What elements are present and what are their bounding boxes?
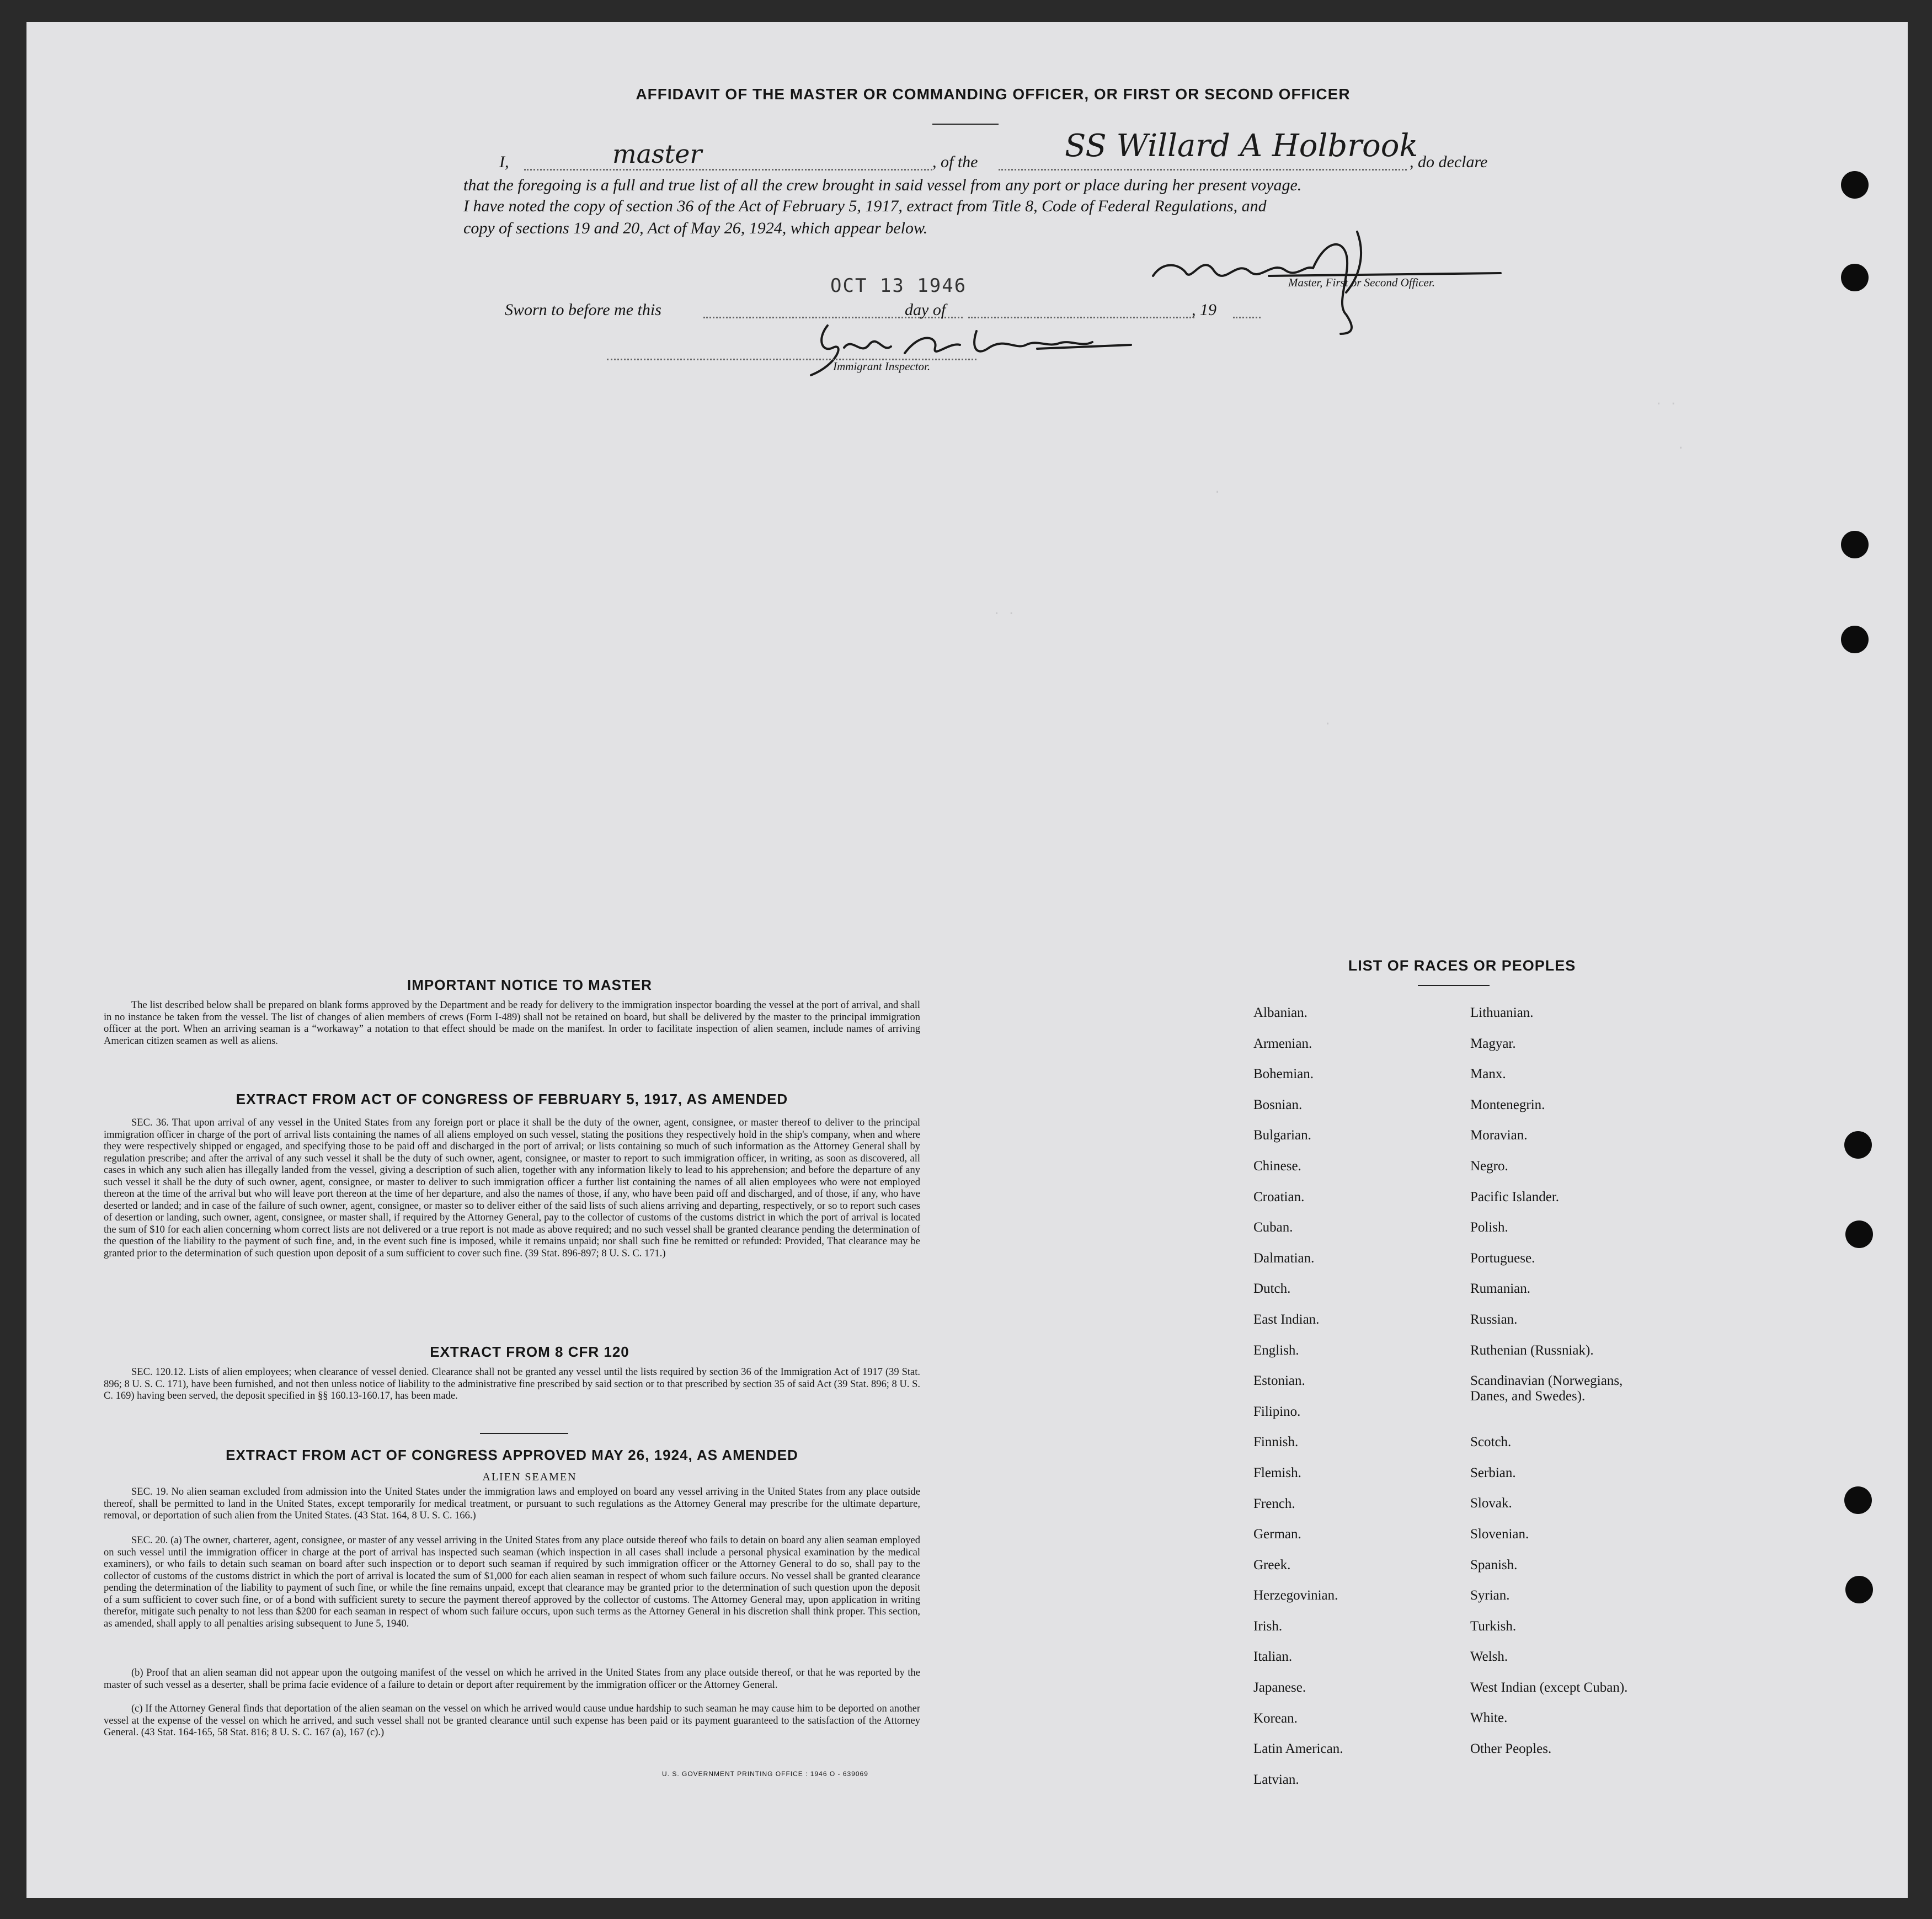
race-item: Croatian.: [1253, 1189, 1305, 1204]
race-item: Bohemian.: [1253, 1067, 1314, 1082]
document-content: · · · · · · · AFFIDAVIT OF THE MASTER OR COMMANDING OFFICER, OR FIRST OR SECOND OFFICER I, master , of the SS Willard A Holbrook , do declare that the foregoing is a full and true list of all the crew brought in said vessel from any port or place during her present voyage. I have noted the copy of section 36 of the Act of February 5, 1917, extract from Title 8, Code of Federal Regulations, and copy of sections 19 and 20, Act of May 26, 1924, which appear below. Master, First or Second Officer. Sworn to before me this OCT 13 1946 day of , 19 Immigrant Inspector. IMPORTANT NOTICE TO MASTER The list described below shall be prepared on blank forms approved by the Department and be ready for delivery to the immigration inspector boarding the vessel at the port of arrival, and shall in no instance be taken from the vessel. The list of changes of alien members of crews (Form I-489) shall not be retained on board, but shall be delivered by the master to the principal immigration officer at the port. When an arriving seaman is a “workaway” a notation to that effect should be made on the manifest. In order to facilitate inspection of alien seamen, include names of arriving American citizen seamen as well as aliens. EXTRACT FROM ACT OF CONGRESS OF FEBRUARY 5, 1917, AS AMENDED SEC. 36. That upon arrival of any vessel in the United States from any foreign port or place it shall be the duty of the owner, agent, consignee, or master thereof to deliver to the principal immigration officer in charge of the port of arrival lists containing the names of all aliens employed on such vessel, stating the positions they respectively hold in the ship's company, when and where they were respectively shipped or engaged, and specifying those to be paid off and discharged in the port of arrival; or lists containing so much of such information as the Attorney General shall by regulation prescribe; and after the arrival of any such vessel it shall be the duty of such owner, agent, consignee, or master to report to such immigration officer, in writing, as soon as discovered, all cases in which any such alien has illegally landed from the vessel, giving a description of such alien, together with any information likely to lead to his apprehension; and before the departure of any such vessel it shall be the duty of such owner, agent, consignee, or master to deliver to such immigration officer a further list containing the names of all alien employees who were not employed thereon at the time of the arrival but who will leave port thereon at the time of her departure, and also the names of those, if any, who have been paid off and discharged, and of those, if any, who have deserted or landed; and in case of the failure of such owner, agent, consignee, or master so to deliver either of the said lists of such aliens arriving and departing, respectively, or so to report such cases of desertion or landing, such owner, agent, consignee, or master shall, if required by the Attorney General, pay to the collector of customs of the customs district in which the port of arrival is located the sum of $10 for each alien concerning whom correct lists are not delivered or a true report is not made as above required; and no such vessel shall be granted clearance pending the determination of the question of the liability to the payment of such fine, and, in the event such fine is imposed, while it remains unpaid; nor shall such fine be remitted or refunded: Provided, That clearance may be granted prior to the determination of such question upon deposit of a sum sufficient to cover such fine. (39 Stat. 896-897; 8 U. S. C. 171.) EXTRACT FROM 8 CFR 120 SEC. 120.12. Lists of alien employees; when clearance of vessel denied. Clearance shall not be granted any vessel until the lists required by section 36 of the Immigration Act of 1917 (39 Stat. 896; 8 U. S. C. 171), have been furnished, and not then unless notice of liability to the administrative fine prescribed by said section or to that prescribed by section 35 of said Act (39 Stat. 896; 8 U. S. C. 169) having been served, the deposit specified in §§ 160.13-160.17, has been made. EXTRACT FROM ACT OF CONGRESS APPROVED MAY 26, 1924, AS AMENDED ALIEN SEAMEN SEC. 19. No alien seaman excluded from admission into the United States under the immigration laws and employed on board any vessel arriving in the United States from any place outside thereof, shall be permitted to land in the United States, except temporarily for medical treatment, or pursuant to such regulations as the Attorney General may prescribe for the ultimate departure, removal, or deportation of such alien from the United States. (43 Stat. 164, 8 U. S. C. 166.) SEC. 20. (a) The owner, charterer, agent, consignee, or master of any vessel arriving in the United States from any place outside thereof who fails to detain on board any alien seaman employed on such vessel until the immigration officer in charge at the port of arrival has inspected such seaman (which inspection in all cases shall include a personal physical examination by the medical examiners), or who fails to detain such seaman on board after such inspection or to deport such seaman if required by such immigration officer or the Attorney General to do so, shall pay to the collector of customs of the customs district in which the port of arrival is located the sum of $1,000 for each alien seaman in respect of whom such failure occurs. No vessel shall be granted clearance pending the determination of the liability to payment of such fine, or while the fine remains unpaid, except that clearance may be granted prior to the determination of such question upon the deposit of a sum sufficient to cover such fine, or of a bond with sufficient surety to secure the payment thereof approved by the collector of customs. The Attorney General may, upon application in writing therefor, mitigate such penalty to not less than $200 for each seaman in respect of whom such failure occurs, upon such terms as the Attorney General in his discretion shall think proper. This section, as amended, shall apply to all penalties arising subsequent to June 5, 1940. (b) Proof that an alien seaman did not appear upon the outgoing manifest of the vessel on which he arrived in the United States from any place outside thereof, or that he was reported by the master of such vessel as a deserter, shall be prima facie evidence of a failure to detain or deport after requirement by the immigration officer or the Attorney General. (c) If the Attorney General finds that deportation of the alien seaman on the vessel on which he arrived would cause undue hardship to such seaman he may cause him to be deported on another vessel at the expense of the vessel on which he arrived, and such vessel shall not be granted clearance until such expense has been paid or its payment guaranteed to the satisfaction of the Attorney General. (43 Stat. 164-165, 58 Stat. 816; 8 U. S. C. 167 (a), 167 (c).) U. S. GOVERNMENT PRINTING OFFICE : 1946 O - 639069 LIST OF RACES OR PEOPLES Albanian. Armenian. Bohemian. Bosnian. Bulgarian. Chinese. Croatian. Cuban. Dalmatian. Dutch. East Indian. English. Estonian. Filipino. Finnish. Flemish. French. German. Greek. Herzegovinian. Irish. Italian. Japanese. Korean. Latin American. Latvian. Lithuanian. Magyar. Manx. Montenegrin. Moravian. Negro. Pacific Islander. Polish. Portuguese. Rumanian. Russian. Ruthenian (Russniak). Scandinavian (Norwegians, Danes, and Swedes). Scotch. Serbian. Slovak. Slovenian. Spanish. Syrian. Turkish. Welsh. West Indian (except Cuban). White. Other Peoples.: [0, 0, 1932, 1919]
affidavit-title: AFFIDAVIT OF THE MASTER OR COMMANDING OFFICER, OR FIRST OR SECOND OFFICER: [636, 86, 1351, 103]
race-item: Chinese.: [1253, 1158, 1301, 1174]
extract-1917-text: SEC. 36. That upon arrival of any vessel in the United States from any foreign port or place it shall be the duty of the owner, agent, consignee, or master thereof to deliver to the principal immigration officer in charge of the port of arrival lists containing the names of all aliens employed on such vessel, stating the positions they respectively hold in the ship's company, when and where they were respectively shipped or engaged, and specifying those to be paid off and discharged in the port of arrival; or lists containing so much of such information as the Attorney General shall by regulation prescribe; and after the arrival of any such vessel it shall be the duty of such owner, agent, consignee, or master to report to such immigration officer, in writing, as soon as discovered, all cases in which any such alien has illegally landed from the vessel, giving a description of such alien, together with any information likely to lead to his apprehension; and before the departure of any such vessel it shall be the duty of such owner, agent, consignee, or master to deliver to such immigration officer a further list containing the names of all alien employees who were not employed thereon at the time of the arrival but who will leave port thereon at the time of her departure, and also the names of those, if any, who have been paid off and discharged, and of those, if any, who have deserted or landed; and in case of the failure of such owner, agent, consignee, or master so to deliver either of the said lists of such aliens arriving and departing, respectively, or so to report such cases of desertion or landing, such owner, agent, consignee, or master shall, if required by the Attorney General, pay to the collector of customs of the customs district in which the port of arrival is located the sum of $10 for each alien concerning whom correct lists are not delivered or a true report is not made as above required; and no such vessel shall be granted clearance pending the determination of the question of the liability to the payment of such fine, and, in the event such fine is imposed, while it remains unpaid; nor shall such fine be remitted or refunded: Provided, That clearance may be granted prior to the determination of such question upon deposit of a sum sufficient to cover such fine. (39 Stat. 896-897; 8 U. S. C. 171.): [104, 1117, 920, 1259]
notice-title: IMPORTANT NOTICE TO MASTER: [407, 977, 652, 993]
extract-1924-title: EXTRACT FROM ACT OF CONGRESS APPROVED MAY 26, 1924, AS AMENDED: [226, 1447, 798, 1463]
race-item: Moravian.: [1470, 1128, 1528, 1143]
extract-cfr-title: EXTRACT FROM 8 CFR 120: [430, 1344, 629, 1360]
declaration-body-1: that the foregoing is a full and true list of all the crew brought in said vessel from any port or place during her present voyage.: [463, 176, 1302, 194]
punch-hole: [1841, 626, 1869, 653]
races-rule: [1418, 985, 1490, 986]
race-item: Filipino.: [1253, 1404, 1301, 1419]
race-item: Serbian.: [1470, 1465, 1516, 1480]
punch-hole: [1841, 264, 1869, 291]
race-item: Welsh.: [1470, 1649, 1508, 1665]
race-item: Negro.: [1470, 1158, 1508, 1174]
race-item: French.: [1253, 1496, 1295, 1511]
race-item: Korean.: [1253, 1710, 1298, 1726]
race-item: Greek.: [1253, 1557, 1291, 1572]
race-item: Bosnian.: [1253, 1097, 1303, 1112]
race-item: Herzegovinian.: [1253, 1588, 1338, 1603]
race-item: Dalmatian.: [1253, 1250, 1315, 1266]
race-item: Turkish.: [1470, 1618, 1517, 1634]
punch-hole: [1841, 531, 1869, 558]
extract-1924-subtitle: ALIEN SEAMEN: [482, 1471, 577, 1483]
extract-1924-sec20b: (b) Proof that an alien seaman did not appear upon the outgoing manifest of the vessel on which he arrived in the United States from any place outside thereof, or that he was reported by the master of such vessel as a deserter, shall be prima facie evidence of a failure to detain or deport after requirement by the immigration officer or the Attorney General.: [104, 1667, 920, 1691]
year-prefix: , 19: [1192, 301, 1216, 319]
race-item: Magyar.: [1470, 1036, 1516, 1051]
race-item: Irish.: [1253, 1618, 1283, 1634]
declaration-of-the: , of the: [932, 153, 978, 171]
race-item: White.: [1470, 1710, 1508, 1726]
cfr-rule: [480, 1433, 568, 1434]
race-item: Scotch.: [1470, 1435, 1512, 1450]
day-of: day of: [905, 301, 946, 319]
notice-text: The list described below shall be prepared on blank forms approved by the Department and be ready for delivery to the immigration inspector boarding the vessel at the port of arrival, and shall in no instance be taken from the vessel. The list of changes of alien members of crews (Form I-489) shall not be retained on board, but shall be delivered by the master to the principal immigration officer at the port. When an arriving seaman is a “workaway” a notation to that effect should be made on the manifest. In order to facilitate inspection of alien seamen, include names of arriving American citizen seamen as well as aliens.: [104, 1000, 920, 1047]
punch-hole: [1845, 1576, 1873, 1603]
race-item: Italian.: [1253, 1649, 1293, 1665]
race-item: Albanian.: [1253, 1005, 1307, 1020]
extract-cfr-text: SEC. 120.12. Lists of alien employees; when clearance of vessel denied. Clearance shall not be granted any vessel until the lists required by section 36 of the Immigration Act of 1917 (39 Stat. 896; 8 U. S. C. 171), have been furnished, and not then unless notice of liability to the administrative fine prescribed by said section or to that prescribed by section 35 of said Act (39 Stat. 896; 8 U. S. C. 169) having been served, the deposit specified in §§ 160.13-160.17, has been made.: [104, 1367, 920, 1401]
gpo-imprint: U. S. GOVERNMENT PRINTING OFFICE : 1946 O - 639069: [662, 1770, 868, 1778]
declaration-prefix: I,: [499, 153, 509, 171]
extract-1924-sec19: SEC. 19. No alien seaman excluded from admission into the United States under the immigration laws and employed on board any vessel arriving in the United States from any place outside thereof, shall be permitted to land in the United States, except temporarily for medical treatment, or pursuant to such regulations as the Attorney General may prescribe for the ultimate departure, removal, or deportation of such alien from the United States. (43 Stat. 164, 8 U. S. C. 166.): [104, 1486, 920, 1521]
race-item: Armenian.: [1253, 1036, 1312, 1051]
races-title: LIST OF RACES OR PEOPLES: [1348, 957, 1576, 974]
races-column-1: [1253, 1005, 1343, 1803]
race-item: Spanish.: [1470, 1557, 1518, 1572]
race-item: Russian.: [1470, 1312, 1518, 1327]
punch-hole: [1844, 1486, 1872, 1514]
declaration-body-3: copy of sections 19 and 20, Act of May 26, 1924, which appear below.: [463, 219, 928, 237]
race-item: Japanese.: [1253, 1680, 1306, 1696]
race-item: Latvian.: [1253, 1772, 1299, 1787]
race-item: Flemish.: [1253, 1465, 1301, 1480]
sworn-prefix: Sworn to before me this: [505, 301, 661, 319]
race-item: West Indian (except Cuban).: [1470, 1680, 1628, 1695]
race-item: Montenegrin.: [1470, 1097, 1545, 1112]
races-column-2: [1470, 1005, 1652, 1772]
rank-field-line: [524, 169, 932, 170]
sworn-year-line: [1233, 317, 1261, 318]
race-item: East Indian.: [1253, 1312, 1320, 1327]
race-item: Latin American.: [1253, 1741, 1343, 1757]
race-item: Portuguese.: [1470, 1250, 1535, 1266]
date-stamp: OCT 13 1946: [830, 275, 967, 297]
vessel-field-line: [999, 169, 1407, 170]
race-item: Pacific Islander.: [1470, 1189, 1560, 1204]
handwritten-rank: master: [612, 139, 702, 169]
race-item: German.: [1253, 1527, 1301, 1542]
race-item: Scandinavian (Norwegians, Danes, and Swedes).: [1470, 1373, 1623, 1404]
race-item: Other Peoples.: [1470, 1741, 1552, 1757]
race-item: Manx.: [1470, 1067, 1506, 1082]
race-item: Syrian.: [1470, 1588, 1510, 1603]
race-item: Polish.: [1470, 1220, 1508, 1235]
race-item: Dutch.: [1253, 1281, 1291, 1297]
inspector-caption: Immigrant Inspector.: [833, 360, 931, 373]
master-signature-caption: Master, First or Second Officer.: [1288, 276, 1435, 289]
race-item: Finnish.: [1253, 1435, 1299, 1450]
race-item: Rumanian.: [1470, 1281, 1531, 1297]
handwritten-vessel: SS Willard A Holbrook: [1065, 128, 1418, 164]
title-rule: [932, 124, 999, 125]
extract-1917-title: EXTRACT FROM ACT OF CONGRESS OF FEBRUARY 5, 1917, AS AMENDED: [236, 1091, 788, 1107]
race-item: Slovak.: [1470, 1496, 1512, 1511]
race-item: Ruthenian (Russniak).: [1470, 1342, 1594, 1358]
punch-hole: [1841, 171, 1869, 199]
punch-hole: [1844, 1131, 1872, 1159]
race-item: Estonian.: [1253, 1373, 1305, 1389]
declaration-suffix: , do declare: [1410, 153, 1488, 171]
race-item: Lithuanian.: [1470, 1005, 1534, 1020]
race-item: Bulgarian.: [1253, 1128, 1311, 1143]
extract-1924-sec20a: SEC. 20. (a) The owner, charterer, agent, consignee, or master of any vessel arriving in the United States from any place outside thereof who fails to detain on board any alien seaman employed on such vessel until the immigration officer in charge at the port of arrival has inspected such seaman (which inspection in all cases shall include a personal physical examination by the medical examiners), or who fails to detain such seaman on board after such inspection or to deport such seaman if required by such immigration officer or the Attorney General to do so, shall pay to the collector of customs of the customs district in which the port of arrival is located the sum of $1,000 for each alien seaman in respect of whom such failure occurs. No vessel shall be granted clearance pending the determination of the liability to payment of such fine, or while the fine remains unpaid, except that clearance may be granted prior to the determination of such question upon the deposit of a sum sufficient to cover such fine, or of a bond with sufficient surety to secure the payment thereof approved by the collector of customs. The Attorney General may, upon application in writing therefor, mitigate such penalty to not less than $200 for each seaman in respect of whom such failure occurs, upon such terms as the Attorney General in his discretion shall think proper. This section, as amended, shall apply to all penalties arising subsequent to June 5, 1940.: [104, 1535, 920, 1629]
race-item: English.: [1253, 1342, 1299, 1358]
punch-hole: [1845, 1220, 1873, 1248]
declaration-body-2: I have noted the copy of section 36 of the Act of February 5, 1917, extract from Title 8, Code of Federal Regulations, and: [463, 197, 1267, 215]
race-item: Slovenian.: [1470, 1526, 1529, 1542]
extract-1924-sec20c: (c) If the Attorney General finds that deportation of the alien seaman on the vessel on which he arrived would cause undue hardship to such seaman he may cause him to be deported on another vessel at the expense of the vessel on which he arrived, and such vessel shall not be granted clearance until such expense has been paid or its payment guaranteed to the satisfaction of the Attorney General. (43 Stat. 164-165, 58 Stat. 816; 8 U. S. C. 167 (a), 167 (c).): [104, 1703, 920, 1738]
race-item: Cuban.: [1253, 1220, 1293, 1235]
